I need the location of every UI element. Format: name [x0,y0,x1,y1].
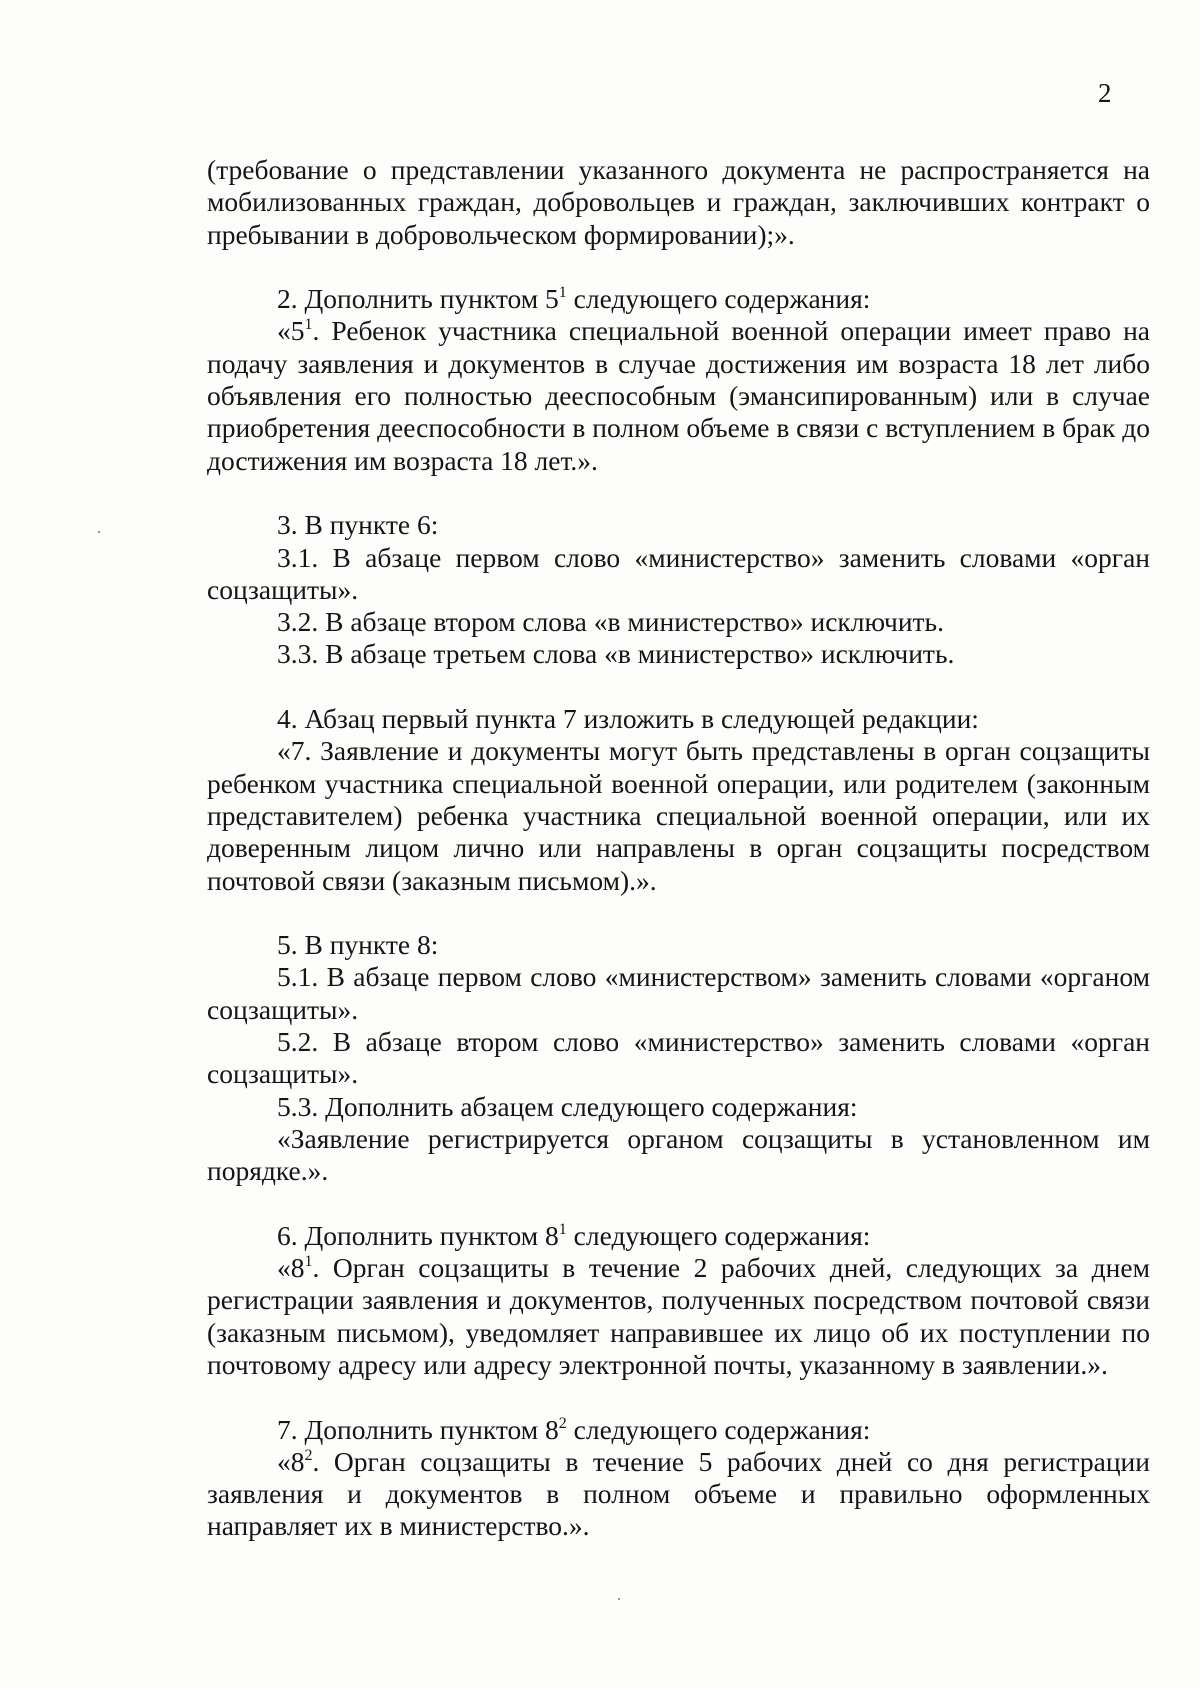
amendment-subitem-3-1 [207,542,1150,607]
superscript-index: 1 [304,316,313,334]
paragraph-text: 2. Дополнить пунктом 5 [277,283,559,315]
paragraph-continuation [207,154,1150,251]
superscript-index: 1 [558,1220,567,1238]
amendment-subitem-3-2 [207,606,1150,638]
paragraph-text: 7. Дополнить пунктом 8 [277,1413,559,1445]
paragraph-text: . Ребенок участника специальной военной операции имеет право на подачу заявления и документов в случае достижения им возраста 18 лет либо объявления его полностью дееспособным (эмансипированным) или в случае приобретения дееспособности в полном объеме в связи с вступлением в брак до достижения им возраста 18 лет.». [207,315,1150,476]
amendment-item-4 [207,703,1150,735]
paragraph-text: «7. Заявление и документы могут быть представлены в орган соцзащиты ребенком участника специальной военной операции, или родителем (законным представителем) ребенка участника специальной военной операции, или их доверенным лицом лично или направлены в орган соцзащиты посредством почтовой связи (заказным письмом).». [207,735,1150,896]
paragraph-text: 4. Абзац первый пункта 7 изложить в следующей редакции: [277,703,979,735]
paragraph-text: «Заявление регистрируется органом соцзащиты в установленном им порядке.». [207,1122,1150,1187]
paragraph-text: 3. В пункте 6: [277,509,439,541]
superscript-index: 1 [558,284,567,302]
superscript-index: 2 [304,1446,313,1464]
amendment-subitem-3-3 [207,638,1150,670]
amendment-text-registration [207,1123,1150,1188]
paragraph-text: 5. В пункте 8: [277,929,439,961]
paragraph-text: следующего содержания: [566,1413,871,1445]
paragraph-text: 6. Дополнить пунктом 8 [277,1219,559,1251]
scan-speck [618,1598,620,1600]
paragraph-text: 5.3. Дополнить абзацем следующего содержания: [277,1090,858,1122]
paragraph-text: «8 [277,1252,305,1284]
amendment-text-5-1 [207,315,1150,476]
superscript-index: 1 [304,1253,313,1271]
amendment-text-8-1 [207,1252,1150,1381]
paragraph-text: . Орган соцзащиты в течение 2 рабочих дней, следующих за днем регистрации заявления и документов, полученных посредством почтовой связи (заказным письмом), уведомляет направившее их лицо об их поступлении по почтовому адресу или адресу электронной почты, указанному в заявлении.». [207,1252,1150,1380]
amendment-item-2 [207,283,1150,315]
amendment-subitem-5-1 [207,961,1150,1026]
amendment-text-7 [207,735,1150,896]
paragraph-text: следующего содержания: [566,283,871,315]
paragraph-text: (требование о представлении указанного документа не распространяется на мобилизованных граждан, добровольцев и граждан, заключивших контракт о пребывании в добровольческом формировании);». [207,154,1150,250]
amendment-item-7 [207,1414,1150,1446]
paragraph-text: . Орган соцзащиты в течение 5 рабочих дней со дня регистрации заявления и документов в полном объеме и правильно оформленных направляет их в министерство.». [207,1445,1150,1542]
document-body [207,154,1150,1543]
amendment-text-8-2 [207,1446,1150,1543]
paragraph-text: 3.1. В абзаце первом слово «министерство» заменить словами «орган соцзащиты». [207,541,1150,605]
paragraph-text: 5.1. В абзаце первом слово «министерством» заменить словами «органом соцзащиты». [207,961,1150,1025]
page-number: 2 [1098,78,1112,108]
paragraph-text: следующего содержания: [566,1219,871,1251]
paragraph-text: «8 [277,1445,305,1477]
paragraph-text: 5.2. В абзаце втором слово «министерство» заменить словами «орган соцзащиты». [207,1026,1150,1090]
amendment-item-5 [207,929,1150,961]
paragraph-text: 3.3. В абзаце третьем слова «в министерство» исключить. [277,638,955,670]
scan-speck [98,531,100,533]
amendment-subitem-5-2 [207,1026,1150,1091]
amendment-subitem-5-3 [207,1091,1150,1123]
paragraph-text: 3.2. В абзаце втором слова «в министерство» исключить. [277,606,944,638]
superscript-index: 2 [558,1414,567,1432]
paragraph-text: «5 [277,315,305,347]
amendment-item-3 [207,509,1150,541]
amendment-item-6 [207,1220,1150,1252]
